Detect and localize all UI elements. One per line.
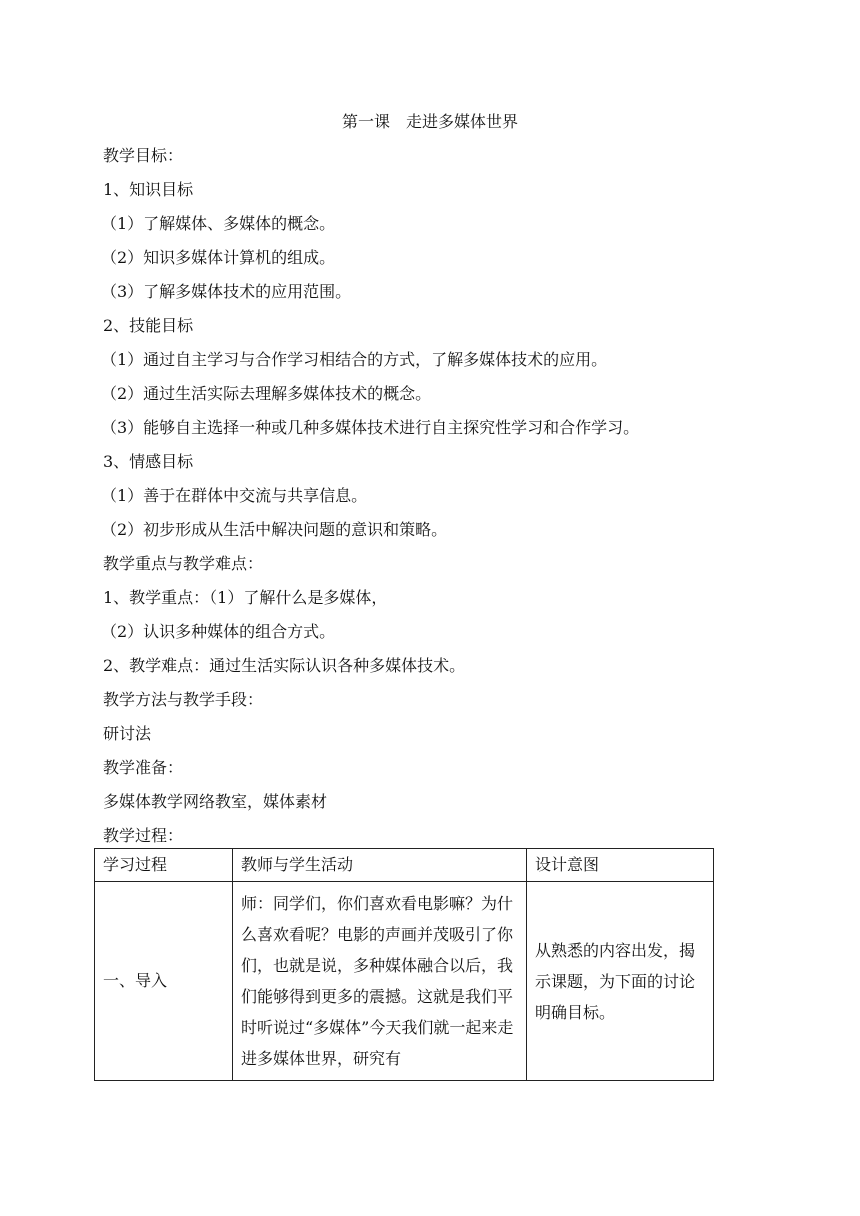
key-point-item: 1、教学重点：（1）了解什么是多媒体， <box>103 588 388 607</box>
heading-process: 教学过程： <box>103 826 184 845</box>
subheading-knowledge-goals: 1、知识目标 <box>103 180 194 199</box>
difficult-point-item: 2、教学难点：通过生活实际认识各种多媒体技术。 <box>103 656 466 675</box>
lesson-body <box>103 144 743 858</box>
column-header-intent: 设计意图 <box>527 849 714 882</box>
heading-teaching-goals: 教学目标： <box>103 146 184 165</box>
emotional-goal-item: （2）初步形成从生活中解决问题的意识和策略。 <box>101 520 448 539</box>
column-header-stage: 学习过程 <box>95 849 233 882</box>
skill-goal-item: （2）通过生活实际去理解多媒体技术的概念。 <box>101 384 432 403</box>
intent-cell: 从熟悉的内容出发，揭示课题，为下面的讨论明确目标。 <box>527 882 714 1081</box>
subheading-skill-goals: 2、技能目标 <box>103 316 194 335</box>
heading-key-points: 教学重点与教学难点： <box>103 554 264 573</box>
preparation-text: 多媒体教学网络教室，媒体素材 <box>103 792 328 811</box>
subheading-emotional-goals: 3、情感目标 <box>103 452 194 471</box>
table-row <box>95 882 714 1081</box>
key-point-item: （2）认识多种媒体的组合方式。 <box>101 622 336 641</box>
table-header-row <box>95 849 714 882</box>
knowledge-goal-item: （2）知识多媒体计算机的组成。 <box>101 248 336 267</box>
knowledge-goal-item: （1）了解媒体、多媒体的概念。 <box>101 214 336 233</box>
skill-goal-item: （1）通过自主学习与合作学习相结合的方式，了解多媒体技术的应用。 <box>101 350 608 369</box>
activity-cell: 师：同学们，你们喜欢看电影嘛？为什么喜欢看呢？电影的声画并茂吸引了你们，也就是说，多种媒体融合以后，我们能够得到更多的震撼。这就是我们平时听说过“多媒体”今天我们就一起来走进多媒体世界，研究有 <box>233 882 527 1081</box>
teaching-process-table <box>94 848 714 1081</box>
heading-methods: 教学方法与教学手段： <box>103 690 264 709</box>
column-header-activity: 教师与学生活动 <box>233 849 527 882</box>
stage-cell: 一、导入 <box>95 882 233 1081</box>
knowledge-goal-item: （3）了解多媒体技术的应用范围。 <box>101 282 352 301</box>
method-text: 研讨法 <box>103 724 152 743</box>
emotional-goal-item: （1）善于在群体中交流与共享信息。 <box>101 486 368 505</box>
lesson-title: 第一课 走进多媒体世界 <box>341 112 518 131</box>
skill-goal-item: （3）能够自主选择一种或几种多媒体技术进行自主探究性学习和合作学习。 <box>101 418 640 437</box>
heading-preparation: 教学准备： <box>103 758 184 777</box>
